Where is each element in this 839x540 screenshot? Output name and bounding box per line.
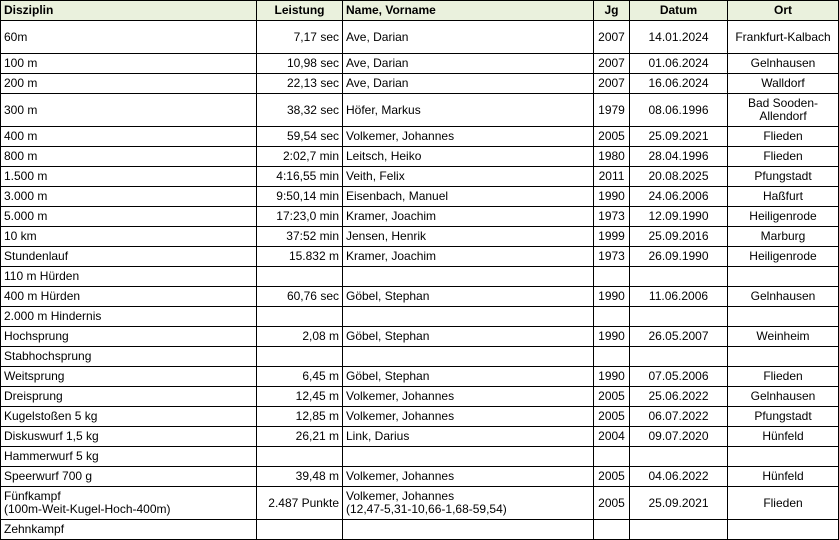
cell-datum <box>630 207 728 227</box>
header-name: Name, Vorname <box>343 1 594 21</box>
cell-name <box>343 147 594 167</box>
cell-leistung <box>257 147 343 167</box>
cell-name-text: Link, Darius <box>346 429 410 443</box>
cell-ort <box>728 207 839 227</box>
table-row <box>1 327 839 347</box>
cell-leistung-text: 39,48 m <box>295 469 339 483</box>
cell-name <box>343 427 594 447</box>
cell-jg <box>594 520 630 540</box>
table-row <box>1 21 839 54</box>
cell-datum <box>630 267 728 287</box>
cell-datum <box>630 467 728 487</box>
cell-datum-text: 24.06.2006 <box>648 189 709 203</box>
cell-jg-text: 2007 <box>598 76 625 90</box>
cell-ort <box>728 247 839 267</box>
cell-datum-text: 25.09.2021 <box>648 129 709 143</box>
cell-ort <box>728 407 839 427</box>
cell-ort <box>728 367 839 387</box>
cell-name-text: Volkemer, Johannes <box>346 469 455 483</box>
cell-disziplin-text: 3.000 m <box>4 189 48 203</box>
table-row <box>1 227 839 247</box>
cell-leistung <box>257 167 343 187</box>
cell-disziplin <box>1 347 257 367</box>
cell-datum <box>630 74 728 94</box>
cell-datum-text: 07.05.2006 <box>648 369 709 383</box>
cell-ort-text: Weinheim <box>756 329 810 343</box>
cell-datum <box>630 147 728 167</box>
cell-disziplin-text: 800 m <box>4 149 38 163</box>
cell-leistung-text: 59,54 sec <box>286 129 339 143</box>
cell-datum <box>630 387 728 407</box>
cell-jg-text: 2005 <box>598 129 625 143</box>
cell-jg <box>594 367 630 387</box>
cell-leistung-text: 6,45 m <box>302 369 339 383</box>
cell-datum-text: 14.01.2024 <box>648 29 709 44</box>
cell-disziplin <box>1 520 257 540</box>
table-row <box>1 74 839 94</box>
cell-disziplin <box>1 74 257 94</box>
cell-jg-text: 2005 <box>598 389 625 403</box>
cell-leistung-text: 12,85 m <box>295 409 339 423</box>
cell-leistung <box>257 287 343 307</box>
cell-disziplin-detail: (100m-Weit-Kugel-Hoch-400m) <box>4 502 171 516</box>
cell-jg <box>594 54 630 74</box>
cell-disziplin <box>1 427 257 447</box>
cell-disziplin-text: Diskuswurf 1,5 kg <box>4 429 99 443</box>
cell-disziplin-text: Speerwurf 700 g <box>4 469 93 483</box>
table-row <box>1 94 839 127</box>
cell-ort <box>728 327 839 347</box>
cell-ort-text: Walldorf <box>761 76 805 90</box>
cell-ort <box>728 187 839 207</box>
cell-jg-text: 2005 <box>598 469 625 483</box>
cell-disziplin <box>1 307 257 327</box>
cell-ort-text: Flieden <box>763 129 803 143</box>
cell-leistung <box>257 207 343 227</box>
cell-ort-text: Hünfeld <box>762 429 804 443</box>
cell-disziplin-text: Hammerwurf 5 kg <box>4 449 99 463</box>
table-row <box>1 487 839 520</box>
cell-ort <box>728 347 839 367</box>
cell-name <box>343 127 594 147</box>
cell-name-text: Kramer, Joachim <box>346 209 437 223</box>
cell-name <box>343 327 594 347</box>
cell-disziplin-text: Stundenlauf <box>4 249 69 263</box>
cell-datum-text: 25.09.2021 <box>648 495 709 510</box>
cell-datum <box>630 127 728 147</box>
cell-jg <box>594 327 630 347</box>
cell-name <box>343 287 594 307</box>
cell-disziplin <box>1 327 257 347</box>
cell-name-text: Volkemer, Johannes <box>346 129 455 143</box>
cell-leistung <box>257 21 343 54</box>
header-datum: Datum <box>630 1 728 21</box>
cell-leistung <box>257 267 343 287</box>
cell-ort-text: Heiligenrode <box>749 249 817 263</box>
cell-leistung <box>257 247 343 267</box>
cell-disziplin-text: 5.000 m <box>4 209 48 223</box>
cell-ort <box>728 447 839 467</box>
cell-datum <box>630 307 728 327</box>
cell-disziplin <box>1 467 257 487</box>
cell-jg <box>594 467 630 487</box>
table-row <box>1 520 839 540</box>
cell-disziplin <box>1 367 257 387</box>
cell-jg <box>594 227 630 247</box>
cell-jg-text: 2011 <box>598 169 625 183</box>
cell-jg <box>594 287 630 307</box>
cell-disziplin-text: 100 m <box>4 56 38 70</box>
cell-jg <box>594 427 630 447</box>
cell-jg <box>594 487 630 520</box>
cell-ort-text: Pfungstadt <box>754 169 812 183</box>
cell-datum-text: 01.06.2024 <box>648 56 709 70</box>
cell-leistung-text: 4:16,55 min <box>276 169 339 183</box>
header-row <box>1 1 839 21</box>
cell-leistung-text: 10,98 sec <box>286 56 339 70</box>
cell-jg <box>594 127 630 147</box>
cell-ort-text: Heiligenrode <box>749 209 817 223</box>
cell-name-text: Kramer, Joachim <box>346 249 437 263</box>
cell-jg <box>594 347 630 367</box>
cell-leistung <box>257 427 343 447</box>
cell-disziplin <box>1 407 257 427</box>
cell-datum <box>630 287 728 307</box>
cell-ort-text: Gelnhausen <box>750 389 816 403</box>
cell-name <box>343 367 594 387</box>
cell-leistung-text: 9:50,14 min <box>276 189 339 203</box>
cell-datum <box>630 367 728 387</box>
cell-jg <box>594 167 630 187</box>
cell-ort-text: Hünfeld <box>762 469 804 483</box>
cell-leistung-text: 7,17 sec <box>293 29 339 44</box>
table-row <box>1 187 839 207</box>
cell-ort-text: Flieden <box>763 369 803 383</box>
cell-leistung <box>257 127 343 147</box>
table-row <box>1 347 839 367</box>
cell-ort <box>728 74 839 94</box>
cell-jg <box>594 447 630 467</box>
cell-ort <box>728 94 839 127</box>
cell-ort <box>728 427 839 447</box>
cell-leistung-text: 22,13 sec <box>286 76 339 90</box>
cell-ort <box>728 267 839 287</box>
cell-name-detail: (12,47-5,31-10,66-1,68-59,54) <box>346 502 507 516</box>
cell-jg-text: 1979 <box>598 102 625 117</box>
cell-disziplin <box>1 447 257 467</box>
table-row <box>1 54 839 74</box>
cell-leistung <box>257 447 343 467</box>
table-row <box>1 467 839 487</box>
cell-name-text: Göbel, Stephan <box>346 369 430 383</box>
cell-jg-text: 1980 <box>598 149 625 163</box>
header-jg: Jg <box>594 1 630 21</box>
cell-name-text: Volkemer, Johannes <box>346 409 455 423</box>
cell-name <box>343 407 594 427</box>
cell-jg-text: 2005 <box>598 409 625 423</box>
cell-name-text: Leitsch, Heiko <box>346 149 422 163</box>
cell-jg <box>594 21 630 54</box>
cell-ort <box>728 127 839 147</box>
cell-jg-text: 1990 <box>598 369 625 383</box>
cell-jg-text: 1973 <box>598 209 625 223</box>
cell-leistung-text: 12,45 m <box>295 389 339 403</box>
cell-name <box>343 54 594 74</box>
cell-disziplin-text: 400 m Hürden <box>4 289 81 303</box>
cell-ort-text: Haßfurt <box>762 189 803 203</box>
cell-datum <box>630 407 728 427</box>
cell-ort <box>728 167 839 187</box>
cell-ort <box>728 287 839 307</box>
cell-datum <box>630 187 728 207</box>
cell-jg-text: 2007 <box>598 29 625 44</box>
cell-leistung-text: 2.487 Punkte <box>268 495 339 510</box>
cell-leistung <box>257 54 343 74</box>
cell-name <box>343 74 594 94</box>
cell-datum-text: 26.05.2007 <box>648 329 709 343</box>
cell-disziplin <box>1 167 257 187</box>
cell-leistung <box>257 467 343 487</box>
cell-ort <box>728 520 839 540</box>
cell-leistung <box>257 327 343 347</box>
cell-name <box>343 267 594 287</box>
cell-ort-text: Flieden <box>763 149 803 163</box>
cell-name <box>343 387 594 407</box>
header-ort: Ort <box>728 1 839 21</box>
cell-leistung-text: 2,08 m <box>302 329 339 343</box>
cell-leistung-text: 26,21 m <box>295 429 339 443</box>
cell-jg-text: 2004 <box>598 429 625 443</box>
cell-name <box>343 247 594 267</box>
cell-name <box>343 207 594 227</box>
cell-jg-text: 2005 <box>598 495 625 510</box>
cell-leistung <box>257 187 343 207</box>
header-leistung: Leistung <box>257 1 343 21</box>
cell-leistung <box>257 487 343 520</box>
cell-datum-text: 04.06.2022 <box>648 469 709 483</box>
cell-ort <box>728 54 839 74</box>
cell-name-text: Veith, Felix <box>346 169 405 183</box>
cell-jg <box>594 74 630 94</box>
cell-datum <box>630 447 728 467</box>
cell-jg <box>594 207 630 227</box>
cell-leistung <box>257 520 343 540</box>
cell-leistung <box>257 94 343 127</box>
cell-disziplin <box>1 207 257 227</box>
cell-leistung <box>257 367 343 387</box>
cell-ort-text: Gelnhausen <box>750 289 816 303</box>
cell-jg <box>594 407 630 427</box>
cell-datum-text: 26.09.1990 <box>648 249 709 263</box>
cell-leistung <box>257 74 343 94</box>
cell-ort-text: Marburg <box>760 229 806 243</box>
table-row <box>1 167 839 187</box>
header-disziplin: Disziplin <box>1 1 257 21</box>
cell-name-text: Göbel, Stephan <box>346 289 430 303</box>
cell-jg <box>594 187 630 207</box>
table-row <box>1 207 839 227</box>
cell-datum <box>630 54 728 74</box>
cell-disziplin-text: Kugelstoßen 5 kg <box>4 409 98 423</box>
cell-name <box>343 467 594 487</box>
table-header <box>1 1 839 21</box>
cell-disziplin-text: Hochsprung <box>4 329 69 343</box>
cell-disziplin <box>1 487 257 520</box>
cell-disziplin <box>1 21 257 54</box>
cell-name <box>343 307 594 327</box>
cell-jg <box>594 247 630 267</box>
cell-disziplin <box>1 267 257 287</box>
table-row <box>1 387 839 407</box>
cell-disziplin-text: 2.000 m Hindernis <box>4 309 102 323</box>
cell-leistung <box>257 407 343 427</box>
cell-leistung <box>257 347 343 367</box>
cell-disziplin-text: 60m <box>4 29 28 44</box>
cell-ort <box>728 307 839 327</box>
table-row <box>1 307 839 327</box>
cell-leistung <box>257 307 343 327</box>
cell-disziplin-text: Weitsprung <box>4 369 65 383</box>
table-row <box>1 127 839 147</box>
cell-disziplin-text: Dreisprung <box>4 389 63 403</box>
cell-ort-text: Gelnhausen <box>750 56 816 70</box>
cell-jg-text: 2007 <box>598 56 625 70</box>
cell-name-text: Ave, Darian <box>346 76 409 90</box>
cell-name <box>343 227 594 247</box>
table-row <box>1 367 839 387</box>
cell-jg-text: 1999 <box>598 229 625 243</box>
cell-disziplin <box>1 227 257 247</box>
cell-ort <box>728 467 839 487</box>
cell-disziplin-text: 1.500 m <box>4 169 48 183</box>
cell-disziplin <box>1 127 257 147</box>
cell-jg-text: 1990 <box>598 289 625 303</box>
cell-ort-text: Flieden <box>763 495 803 510</box>
cell-leistung-text: 15.832 m <box>288 249 339 263</box>
cell-ort <box>728 21 839 54</box>
table-row <box>1 447 839 467</box>
cell-jg <box>594 94 630 127</box>
table-row <box>1 287 839 307</box>
cell-name <box>343 487 594 520</box>
cell-disziplin <box>1 387 257 407</box>
cell-jg <box>594 307 630 327</box>
cell-disziplin-text: 10 km <box>4 229 37 243</box>
cell-name <box>343 347 594 367</box>
cell-datum-text: 06.07.2022 <box>648 409 709 423</box>
cell-datum <box>630 427 728 447</box>
cell-name <box>343 187 594 207</box>
cell-datum <box>630 21 728 54</box>
cell-datum <box>630 520 728 540</box>
cell-datum-text: 11.06.2006 <box>648 289 709 303</box>
cell-disziplin-text: 200 m <box>4 76 38 90</box>
cell-datum-text: 08.06.1996 <box>648 102 709 117</box>
cell-datum-text: 25.06.2022 <box>648 389 709 403</box>
cell-leistung <box>257 227 343 247</box>
cell-datum-text: 25.09.2016 <box>648 229 709 243</box>
cell-disziplin <box>1 247 257 267</box>
cell-disziplin <box>1 94 257 127</box>
cell-ort-text: Bad Sooden-Allendorf <box>747 96 819 123</box>
cell-datum <box>630 227 728 247</box>
cell-disziplin <box>1 187 257 207</box>
table-row <box>1 147 839 167</box>
cell-disziplin-text: 300 m <box>4 102 38 117</box>
cell-name-text: Eisenbach, Manuel <box>346 189 449 203</box>
cell-name-text: Volkemer, Johannes <box>346 489 455 503</box>
cell-disziplin-text: Stabhochsprung <box>4 349 92 363</box>
cell-name <box>343 447 594 467</box>
cell-ort-text: Frankfurt-Kalbach <box>735 29 831 44</box>
cell-jg <box>594 147 630 167</box>
cell-disziplin <box>1 147 257 167</box>
table-row <box>1 247 839 267</box>
cell-name <box>343 520 594 540</box>
cell-leistung <box>257 387 343 407</box>
table-row <box>1 267 839 287</box>
cell-name-text: Volkemer, Johannes <box>346 389 455 403</box>
cell-name-text: Jensen, Henrik <box>346 229 427 243</box>
table-body <box>1 21 839 540</box>
cell-disziplin-text: Zehnkampf <box>4 522 65 536</box>
cell-name-text: Höfer, Markus <box>346 102 421 117</box>
table-row <box>1 407 839 427</box>
cell-ort-text: Pfungstadt <box>754 409 812 423</box>
cell-disziplin-text: Fünfkampf <box>4 489 61 503</box>
cell-datum <box>630 94 728 127</box>
cell-name <box>343 21 594 54</box>
cell-name-text: Ave, Darian <box>346 56 409 70</box>
cell-datum-text: 28.04.1996 <box>648 149 709 163</box>
cell-disziplin-text: 400 m <box>4 129 38 143</box>
cell-disziplin <box>1 287 257 307</box>
table-row <box>1 427 839 447</box>
cell-ort <box>728 487 839 520</box>
cell-datum-text: 09.07.2020 <box>648 429 709 443</box>
cell-jg <box>594 267 630 287</box>
cell-name <box>343 167 594 187</box>
cell-jg-text: 1990 <box>598 189 625 203</box>
cell-datum <box>630 347 728 367</box>
cell-jg <box>594 387 630 407</box>
cell-ort <box>728 387 839 407</box>
cell-leistung-text: 38,32 sec <box>286 102 339 117</box>
cell-leistung-text: 17:23,0 min <box>276 209 339 223</box>
cell-datum <box>630 327 728 347</box>
cell-name-text: Göbel, Stephan <box>346 329 430 343</box>
cell-disziplin-text: 110 m Hürden <box>4 269 80 283</box>
cell-name-text: Ave, Darian <box>346 29 409 44</box>
cell-jg-text: 1973 <box>598 249 625 263</box>
cell-jg-text: 1990 <box>598 329 625 343</box>
cell-ort <box>728 147 839 167</box>
cell-datum <box>630 167 728 187</box>
cell-datum <box>630 487 728 520</box>
cell-leistung-text: 2:02,7 min <box>282 149 339 163</box>
cell-leistung-text: 60,76 sec <box>286 289 339 303</box>
cell-datum-text: 20.08.2025 <box>648 169 709 183</box>
cell-datum-text: 16.06.2024 <box>648 76 709 90</box>
cell-ort <box>728 227 839 247</box>
cell-leistung-text: 37:52 min <box>286 229 339 243</box>
cell-disziplin <box>1 54 257 74</box>
cell-datum-text: 12.09.1990 <box>648 209 709 223</box>
cell-name <box>343 94 594 127</box>
cell-datum <box>630 247 728 267</box>
